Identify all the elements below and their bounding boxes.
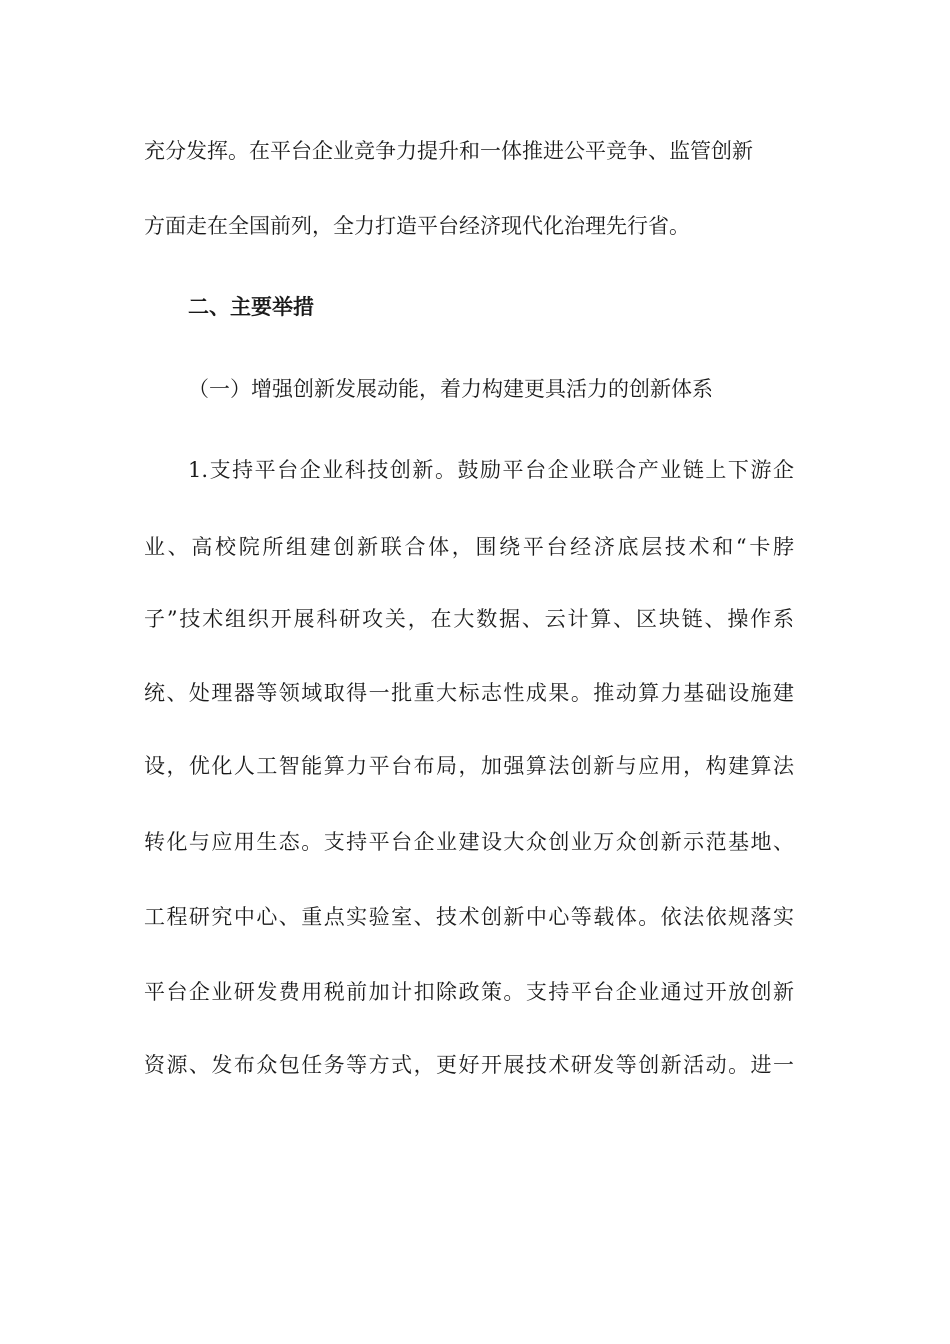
paragraph-line-8: 平台企业研发费用税前加计扣除政策。支持平台企业通过开放创新 <box>144 980 794 1004</box>
paragraph-line-1: 1.支持平台企业科技创新。鼓励平台企业联合产业链上下游企 <box>188 458 794 482</box>
subsection-heading: （一）增强创新发展动能，着力构建更具活力的创新体系 <box>188 377 713 401</box>
paragraph-line-5: 设，优化人工智能算力平台布局，加强算法创新与应用，构建算法 <box>144 754 794 778</box>
section-heading: 二、主要举措 <box>188 295 314 319</box>
paragraph-line-7: 工程研究中心、重点实验室、技术创新中心等载体。依法依规落实 <box>144 905 794 929</box>
paragraph-line-4: 统、处理器等领域取得一批重大标志性成果。推动算力基础设施建 <box>144 681 794 705</box>
intro-line-2: 方面走在全国前列，全力打造平台经济现代化治理先行省。 <box>144 214 690 238</box>
intro-line-1: 充分发挥。在平台企业竞争力提升和一体推进公平竞争、监管创新 <box>144 139 753 163</box>
paragraph-line-3: 子”技术组织开展科研攻关，在大数据、云计算、区块链、操作系 <box>144 607 794 631</box>
paragraph-line-6: 转化与应用生态。支持平台企业建设大众创业万众创新示范基地、 <box>144 830 794 854</box>
paragraph-line-2: 业、高校院所组建创新联合体，围绕平台经济底层技术和“卡脖 <box>144 535 794 559</box>
paragraph-line-9: 资源、发布众包任务等方式，更好开展技术研发等创新活动。进一 <box>144 1053 794 1077</box>
